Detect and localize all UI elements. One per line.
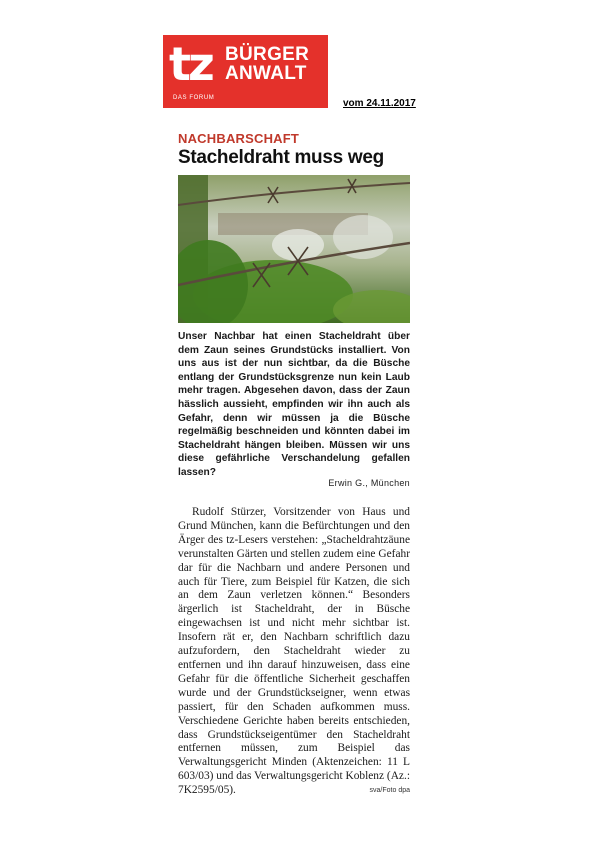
article-headline: Stacheldraht muss weg — [178, 147, 384, 168]
barbed-wire-photo — [178, 175, 410, 323]
photo-credit: sva/Foto dpa — [369, 787, 410, 794]
publication-date: vom 24.11.2017 — [343, 98, 416, 109]
logo-subtitle: DAS FORUM — [173, 95, 215, 101]
logo-title — [225, 45, 309, 83]
tz-buergeranwalt-logo — [163, 35, 328, 108]
article-kicker: NACHBARSCHAFT — [178, 131, 300, 146]
reader-letter — [178, 330, 410, 480]
expert-answer-text: Rudolf Stürzer, Vorsitzender von Haus und Grund München, kann die Befürchtungen und den Ärger des tz-Lesers verstehen: „Stacheldrahtzäune verunstalten Gärten und stellen zudem eine Gefahr dar für die Nachbarn und andere Personen und auch für Tiere, zum Beispiel für Katzen, die sich an dem Zaun verletzen können.“ Besonders ärgerlich ist Stacheldraht, der in Büsche eingewachsen ist und nicht mehr sichtbar ist. Insofern rät er, den Nachbarn schriftlich dazu aufzufordern, den Stacheldraht wieder zu entfernen und ihn darauf hinzuweisen, dass eine Gefahr für die öffentliche Sicherheit geschaffen wurde und der Grundstückseigner, wenn etwas passiert, für den Schaden aufkommen muss. Verschiedene Gerichte haben bereits entschieden, dass Grundstückseigentümer den Stacheldraht entfernen müssen, zum Beispiel das Verwaltungsgericht Minden (Aktenzeichen: 11 L 603/03) und das Verwaltungsgericht Koblenz (Az.: 7K2595/05). — [178, 506, 410, 797]
barbed-wire-image — [178, 175, 410, 323]
expert-answer — [178, 506, 410, 798]
logo-mark: tz — [169, 37, 212, 91]
logo-line-2: ANWALT — [225, 63, 307, 84]
logo-line-1: BÜRGER — [225, 44, 310, 65]
letter-author: Erwin G., München — [328, 478, 410, 488]
reader-letter-text: Unser Nachbar hat einen Stacheldraht über dem Zaun seines Grundstücks installiert. Von uns aus ist der nun sichtbar, da die Büsche entlang der Grundstücksgrenze nun kein Laub mehr tragen. Abgesehen davon, dass der Zaun hässlich aussieht, empfinden wir ihn auch als Gefahr, denn wir müssen ja die Büsche regelmäßig beschneiden und könnten dabei im Stacheldraht hängen bleiben. Müssen wir uns diese gefährliche Verschandelung gefallen lassen? — [178, 331, 410, 478]
